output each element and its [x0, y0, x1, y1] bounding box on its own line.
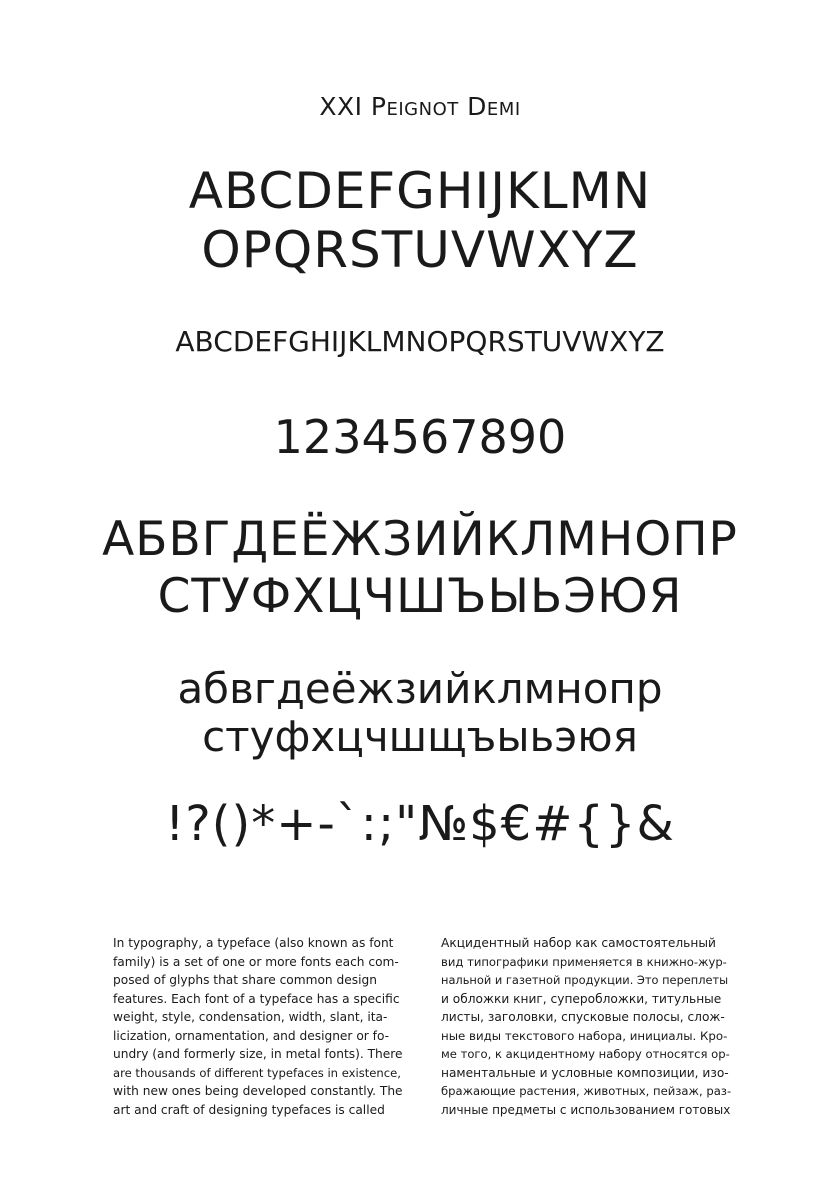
latin-uppercase-line-1: ABCDEFGHIJKLMN — [188, 162, 652, 220]
symbols-line: !?()*+-`:;"№$€#{}& — [165, 796, 675, 852]
text-line: бражающие растения, животных, пейзаж, раз- — [441, 1084, 731, 1098]
text-line: ме того, к акцидентному набору относятся ор- — [441, 1047, 730, 1061]
text-line: наментальные и условные композиции, изо- — [441, 1065, 729, 1080]
russian-text-column — [441, 934, 731, 1119]
latin-lowercase-line: abcdefghijklmnopqrstuvwxyz — [175, 315, 665, 361]
text-line: вид типографики применяется в книжно-жур- — [441, 954, 727, 969]
text-line: ные виды текстового набора, инициалы. Кро- — [441, 1028, 728, 1043]
text-line: weight, style, condensation, width, slant, ita- — [113, 1010, 388, 1024]
text-line: posed of glyphs that share common design — [113, 973, 377, 987]
cyrillic-lowercase-line-2: стуфхцчшщъыьэюя — [202, 712, 638, 761]
text-line: art and craft of designing typefaces is called — [113, 1102, 385, 1117]
text-line: with new ones being developed constantly. The — [113, 1084, 403, 1098]
text-line: In typography, a typeface (also known as font — [113, 936, 394, 950]
cyrillic-uppercase-line-1: АБВГДЕЁЖЗИЙКЛМНОПР — [102, 512, 738, 567]
text-line: и обложки книг, суперобложки, титульные — [441, 991, 722, 1006]
text-line: Акцидентный набор как самостоятельный — [441, 936, 716, 950]
cyrillic-lowercase-line-1: абвгдеёжзийклмнопр — [177, 664, 663, 713]
text-line: licization, ornamentation, and designer or fo- — [113, 1028, 390, 1043]
text-line: нальной и газетной продукции. Это переплеты — [441, 973, 729, 987]
text-line: листы, заголовки, спусковые полосы, слож- — [441, 1010, 725, 1024]
text-line: family) is a set of one or more fonts each com- — [113, 954, 399, 969]
text-line: undry (and formerly size, in metal fonts). There — [113, 1047, 403, 1061]
english-text-column — [113, 934, 403, 1119]
text-line: личные предметы с использованием готовых — [441, 1102, 731, 1117]
text-line: are thousands of different typefaces in existence, — [113, 1065, 401, 1080]
text-line: features. Each font of a typeface has a specific — [113, 991, 400, 1006]
cyrillic-uppercase-line-2: СТУФХЦЧШЪЫЬЭЮЯ — [157, 569, 683, 624]
latin-uppercase-line-2: OPQRSTUVWXYZ — [201, 221, 639, 279]
font-name-title: XXI Peignot Demi — [319, 92, 521, 121]
digits-line: 1234567890 — [273, 410, 567, 464]
